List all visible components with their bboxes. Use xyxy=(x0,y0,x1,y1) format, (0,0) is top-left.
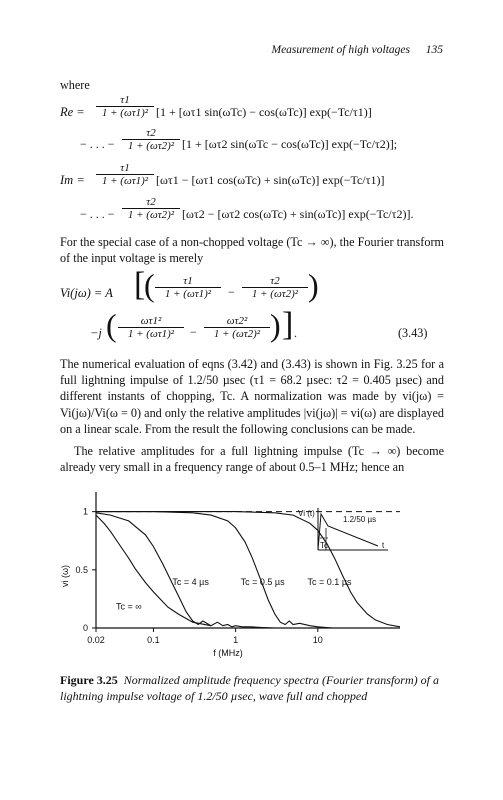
figure-label: Figure 3.25 xyxy=(60,673,118,687)
inset-t-label: t xyxy=(382,541,385,550)
inner-paren-left-2: ( xyxy=(106,307,117,343)
re-line-1: [1 + [ωτ1 sin(ωTc) − cos(ωTc)] exp(−Tc/τ1)] xyxy=(156,105,372,119)
where-label: where xyxy=(60,78,90,92)
curve-label-1: Tc = ∞ xyxy=(115,601,142,612)
x-tick-label: 10 xyxy=(312,635,323,645)
im-frac2-num: τ2 xyxy=(146,196,156,208)
x-axis-label: f (MHz) xyxy=(213,648,243,658)
im-frac1-den: 1 + (ωτ1)² xyxy=(96,174,154,187)
outer-bracket-right: ] xyxy=(282,306,294,343)
page-number: 135 xyxy=(425,44,443,56)
inset-impulse-label: 1.2/50 µs xyxy=(343,515,377,524)
vi-minus-j: −j xyxy=(90,326,102,340)
curve-label-2: Tc = 4 µs xyxy=(172,576,209,587)
im-fraction-1 xyxy=(96,162,154,187)
im-line-1: [ωτ1 − [ωτ1 cos(ωTc) + sin(ωTc)] exp(−Tc/τ1)] xyxy=(156,173,385,187)
vi-frac1-num: τ1 xyxy=(183,275,193,287)
re-frac2-den: 1 + (ωτ2)² xyxy=(122,139,180,152)
vi-frac4-den: 1 + (ωτ2)² xyxy=(204,327,270,340)
inner-paren-left-1: ( xyxy=(144,267,155,303)
vi-frac2-den: 1 + (ωτ2)² xyxy=(242,287,308,300)
vi-fraction-2 xyxy=(242,275,308,300)
inset-v-label: Vi (t) xyxy=(298,509,315,518)
im-lhs: Im = xyxy=(60,173,85,187)
vi-frac3-num: ωτ1² xyxy=(140,315,162,327)
im-line-2: [ωτ2 − [ωτ2 cos(ωTc) + sin(ωTc)] exp(−Tc/τ2)]. xyxy=(182,207,414,221)
paragraph-2: The numerical evaluation of eqns (3.42) and (3.43) is shown in Fig. 3.25 for a full lightning impulse of 1.2/50 µsec (τ1 = 68.2 µsec: τ2 = 0.405 µsec) and different instants of chopping, Tc. A normalization was made by vi(jω) = Vi(jω)/Vi(ω = 0) and only the relative amplitudes |vi(jω)| = vi(ω) are displayed on a linear scale. From the result the following conclusions can be made. xyxy=(60,357,444,436)
running-title: Measurement of high voltages xyxy=(271,44,410,56)
vi-fraction-3 xyxy=(118,315,184,340)
x-tick-label: 0.02 xyxy=(87,635,105,645)
re-lhs: Re = xyxy=(60,105,85,119)
re-line-2: [1 + [ωτ2 sin(ωTc − cos(ωTc)] exp(−Tc/τ2)]; xyxy=(182,137,398,151)
y-tick-label: 1 xyxy=(82,506,88,517)
inner-paren-right-1: ) xyxy=(308,267,319,303)
re-frac2-num: τ2 xyxy=(146,127,156,139)
re-dots: − . . . − xyxy=(80,137,115,151)
vi-minus-2: − xyxy=(190,325,197,339)
curve-label-3: Tc = 0.5 µs xyxy=(240,576,285,587)
caption-text: Normalized amplitude frequency spectra (Fourier transform) of a lightning impulse voltage of 1.2/50 µsec, wave full and chopped xyxy=(60,673,439,703)
curve-label-4: Tc = 0.1 µs xyxy=(307,576,352,587)
vi-frac3-den: 1 + (ωτ1)² xyxy=(118,327,184,340)
outer-bracket-left: [ xyxy=(134,266,146,303)
figure-3-25-chart xyxy=(0,480,503,660)
vi-period: . xyxy=(294,326,297,340)
re-fraction-2 xyxy=(122,127,180,152)
series-line-1 xyxy=(96,515,211,626)
figure-caption xyxy=(60,672,450,704)
vi-frac4-num: ωτ2² xyxy=(226,315,248,327)
inner-paren-right-2: ) xyxy=(270,307,281,343)
re-frac1-den: 1 + (ωτ1)² xyxy=(96,106,154,119)
y-axis-label: vi (ω) xyxy=(60,564,70,588)
y-tick-label: 0 xyxy=(82,623,88,633)
x-tick-label: 1 xyxy=(233,635,239,645)
chart-labels-group xyxy=(116,577,352,611)
equation-number: (3.43) xyxy=(398,326,428,340)
paragraph-3: The relative amplitudes for a full lightning impulse (Tc → ∞) become already very small in a frequency range of about 0.5–1 MHz; hence an xyxy=(60,444,444,475)
inset-tc-label: Tc xyxy=(320,541,328,550)
running-header xyxy=(271,44,443,56)
im-fraction-2 xyxy=(122,196,180,221)
y-tick-label: 0.5 xyxy=(75,564,88,575)
vi-minus-1: − xyxy=(228,285,235,299)
im-frac1-num: τ1 xyxy=(120,162,130,174)
x-tick-label: 0.1 xyxy=(147,635,160,645)
im-dots: − . . . − xyxy=(80,207,115,221)
re-fraction-1 xyxy=(96,94,154,119)
re-frac1-num: τ1 xyxy=(120,94,130,106)
im-frac2-den: 1 + (ωτ2)² xyxy=(122,208,180,221)
vi-lhs: Vi(jω) = A xyxy=(60,286,113,300)
vi-frac1-den: 1 + (ωτ1)² xyxy=(155,287,221,300)
paragraph-1: For the special case of a non-chopped voltage (Tc → ∞), the Fourier transform of the input voltage is merely xyxy=(60,235,444,266)
vi-fraction-4 xyxy=(204,315,270,340)
chart-inset xyxy=(298,508,388,550)
vi-frac2-num: τ2 xyxy=(270,275,280,287)
vi-fraction-1 xyxy=(155,275,221,300)
